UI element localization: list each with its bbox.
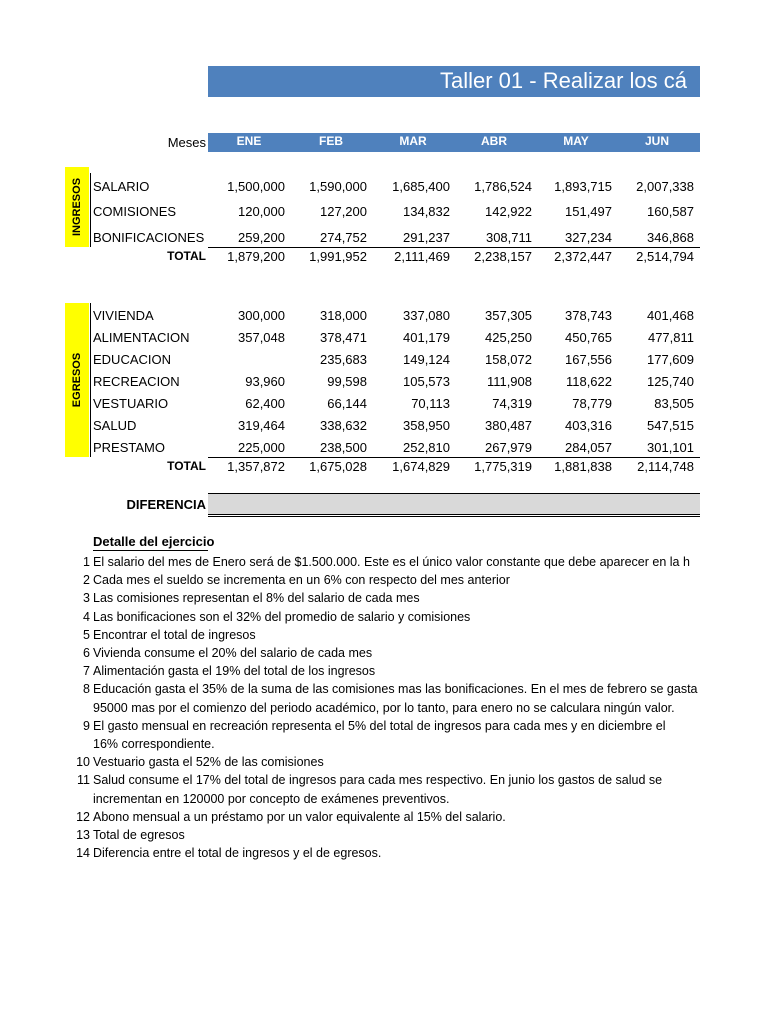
months-label: Meses [167, 135, 206, 150]
ingresos-total-cell: 2,372,447 [554, 249, 612, 264]
ingresos-row-cell: 1,500,000 [227, 179, 285, 194]
egresos-row-cell: 74,319 [492, 396, 532, 411]
note-number: 11 [77, 773, 90, 788]
egresos-row-cell: 99,598 [327, 374, 367, 389]
egresos-row-cell: 338,632 [320, 418, 367, 433]
ingresos-row-cell: 1,893,715 [554, 179, 612, 194]
ingresos-row-cell: 151,497 [565, 204, 612, 219]
egresos-row-label: ALIMENTACION [93, 330, 190, 345]
month-header-feb: FEB [319, 134, 343, 148]
egresos-row-cell: 70,113 [411, 396, 450, 411]
egresos-row-cell: 267,979 [485, 440, 532, 455]
ingresos-total-label: TOTAL [167, 249, 206, 263]
ingresos-total-cell: 1,879,200 [227, 249, 285, 264]
egresos-row-cell: 158,072 [485, 352, 532, 367]
note-text: El salario del mes de Enero será de $1.500.000. Este es el único valor constante que debe aparecer en la h [93, 555, 690, 569]
egresos-row-cell: 66,144 [327, 396, 367, 411]
ingresos-row-cell: 142,922 [485, 204, 532, 219]
note-number: 3 [83, 591, 90, 606]
egresos-row-cell: 378,471 [320, 330, 367, 345]
note-number: 13 [76, 828, 90, 842]
egresos-total-cell: 2,114,748 [637, 459, 694, 474]
note-text: Las comisiones representan el 8% del salario de cada mes [93, 591, 420, 606]
egresos-row-cell: 319,464 [238, 418, 285, 433]
egresos-row-cell: 300,000 [238, 308, 285, 323]
note-text: incrementan en 120000 por concepto de exámenes preventivos. [93, 791, 450, 806]
egresos-total-cell: 1,674,829 [392, 459, 450, 474]
note-text: Abono mensual a un préstamo por un valor equivalente al 15% del salario. [93, 809, 506, 824]
month-header-may: MAY [563, 134, 589, 148]
egresos-total-border [208, 457, 700, 458]
detail-title: Detalle del ejercicio [93, 534, 215, 549]
egresos-row-cell: 318,000 [320, 308, 367, 323]
ingresos-row-cell: 291,237 [403, 230, 450, 245]
egresos-row-cell: 357,305 [485, 308, 532, 323]
ingresos-row-cell: 1,590,000 [309, 179, 367, 194]
egresos-row-cell: 477,811 [647, 330, 694, 345]
egresos-row-cell: 118,622 [565, 374, 612, 389]
note-text: 95000 mas por el comienzo del periodo académico, por lo tanto, para enero no se calculara ningún valor. [93, 700, 675, 715]
ingresos-row-cell: 1,786,524 [474, 179, 532, 194]
note-number: 4 [83, 609, 90, 624]
ingresos-row-cell: 274,752 [320, 230, 367, 245]
egresos-row-cell: 238,500 [320, 440, 367, 455]
egresos-row-cell: 380,487 [485, 418, 532, 433]
note-text: Vestuario gasta el 52% de las comisiones [93, 755, 324, 770]
month-header-jun: JUN [644, 134, 669, 148]
egresos-total-label: TOTAL [167, 459, 206, 473]
egresos-row-cell: 403,316 [565, 418, 612, 433]
note-number: 8 [83, 682, 90, 697]
ingresos-total-cell: 2,238,157 [474, 249, 532, 264]
note-number: 5 [83, 627, 90, 642]
egresos-row-label: RECREACION [93, 374, 180, 389]
egresos-row-label: SALUD [93, 418, 137, 433]
note-text: Alimentación gasta el 19% del total de los ingresos [93, 664, 376, 679]
note-number: 1 [83, 555, 90, 569]
egresos-row-cell: 93,960 [245, 374, 285, 389]
note-text: Diferencia entre el total de ingresos y el de egresos. [93, 846, 382, 861]
egresos-row-cell: 235,683 [320, 352, 367, 367]
egresos-row-cell: 378,743 [565, 308, 612, 323]
egresos-row-cell: 450,765 [565, 330, 612, 345]
egresos-total-cell: 1,881,838 [554, 459, 612, 474]
difference-row-bg [208, 494, 700, 514]
egresos-row-cell: 357,048 [238, 330, 285, 345]
ingresos-total-cell: 2,514,794 [636, 249, 694, 264]
ingresos-total-border [208, 247, 700, 248]
egresos-row-cell: 111,908 [486, 374, 532, 389]
note-number: 6 [83, 646, 90, 660]
ingresos-row-label: BONIFICACIONES [93, 230, 205, 245]
note-text: El gasto mensual en recreación representa el 5% del total de ingresos para cada mes y en diciembre el [93, 718, 666, 733]
ingresos-row-cell: 2,007,338 [636, 179, 694, 194]
ingresos-total-cell: 1,991,952 [309, 249, 367, 264]
ingresos-row-label: COMISIONES [93, 204, 177, 219]
note-text: Salud consume el 17% del total de ingresos para cada mes respectivo. En junio los gastos de salud se [93, 773, 663, 788]
egresos-total-cell: 1,775,319 [474, 459, 532, 474]
egresos-row-cell: 62,400 [245, 396, 285, 411]
egresos-row-cell: 547,515 [647, 418, 694, 433]
month-header-abr: ABR [481, 134, 507, 148]
egresos-row-cell: 225,000 [238, 440, 285, 455]
ingresos-row-cell: 160,587 [647, 204, 694, 219]
egresos-row-label: VESTUARIO [93, 396, 169, 411]
ingresos-row-cell: 259,200 [238, 230, 285, 245]
ingresos-total-cell: 2,111,469 [394, 249, 450, 264]
egresos-row-cell: 301,101 [647, 440, 694, 455]
sheet-title: Taller 01 - Realizar los cá [440, 68, 687, 93]
egresos-row-cell: 125,740 [647, 374, 694, 389]
month-header-mar: MAR [399, 134, 427, 148]
note-number: 2 [83, 573, 90, 588]
ingresos-row-cell: 346,868 [647, 230, 694, 245]
ingresos-tab: INGRESOS [65, 167, 89, 247]
note-text: 16% correspondiente. [93, 737, 215, 751]
difference-top-border [208, 493, 700, 494]
note-text: Encontrar el total de ingresos [93, 627, 256, 642]
ingresos-row-cell: 327,234 [565, 230, 612, 245]
note-text: Educación gasta el 35% de la suma de las comisiones mas las bonificaciones. En el mes de febrero se gasta [93, 682, 698, 697]
egresos-row-label: PRESTAMO [93, 440, 165, 455]
difference-bottom-border-1 [208, 514, 700, 515]
egresos-row-label: EDUCACION [93, 352, 172, 367]
ingresos-row-cell: 127,200 [320, 204, 367, 219]
ingresos-row-cell: 308,711 [485, 230, 532, 245]
egresos-row-cell: 252,810 [403, 440, 450, 455]
egresos-row-label: VIVIENDA [93, 308, 154, 323]
egresos-row-cell: 401,179 [403, 330, 450, 345]
ingresos-row-cell: 134,832 [403, 204, 450, 219]
ingresos-row-label: SALARIO [93, 179, 150, 194]
note-number: 9 [83, 718, 90, 733]
note-number: 7 [83, 664, 90, 679]
egresos-tab: EGRESOS [65, 303, 89, 457]
ingresos-border [90, 173, 91, 247]
month-header-ene: ENE [236, 134, 262, 148]
egresos-row-cell: 83,505 [654, 396, 694, 411]
ingresos-row-cell: 120,000 [238, 204, 285, 219]
egresos-total-cell: 1,675,028 [309, 459, 367, 474]
difference-label: DIFERENCIA [126, 497, 206, 512]
egresos-row-cell: 358,950 [403, 418, 450, 433]
note-text: Cada mes el sueldo se incrementa en un 6% con respecto del mes anterior [93, 573, 510, 588]
months-header [208, 133, 700, 152]
note-number: 10 [76, 755, 90, 770]
note-text: Vivienda consume el 20% del salario de cada mes [93, 646, 373, 660]
detail-title-underline [93, 550, 208, 551]
note-text: Total de egresos [93, 828, 185, 842]
egresos-row-cell: 337,080 [403, 308, 450, 323]
egresos-row-cell: 167,556 [565, 352, 612, 367]
egresos-row-cell: 425,250 [485, 330, 532, 345]
note-number: 12 [76, 809, 90, 824]
egresos-row-cell: 105,573 [403, 374, 450, 389]
title-banner [208, 66, 700, 97]
egresos-row-cell: 177,609 [647, 352, 694, 367]
egresos-row-cell: 401,468 [647, 308, 694, 323]
difference-bottom-border-2 [208, 516, 700, 517]
ingresos-row-cell: 1,685,400 [392, 179, 450, 194]
egresos-row-cell: 149,124 [403, 352, 450, 367]
egresos-row-cell: 78,779 [572, 396, 612, 411]
note-text: Las bonificaciones son el 32% del promedio de salario y comisiones [93, 609, 471, 624]
egresos-border [90, 303, 91, 457]
note-number: 14 [76, 846, 90, 861]
egresos-total-cell: 1,357,872 [227, 459, 285, 474]
egresos-row-cell: 284,057 [565, 440, 612, 455]
